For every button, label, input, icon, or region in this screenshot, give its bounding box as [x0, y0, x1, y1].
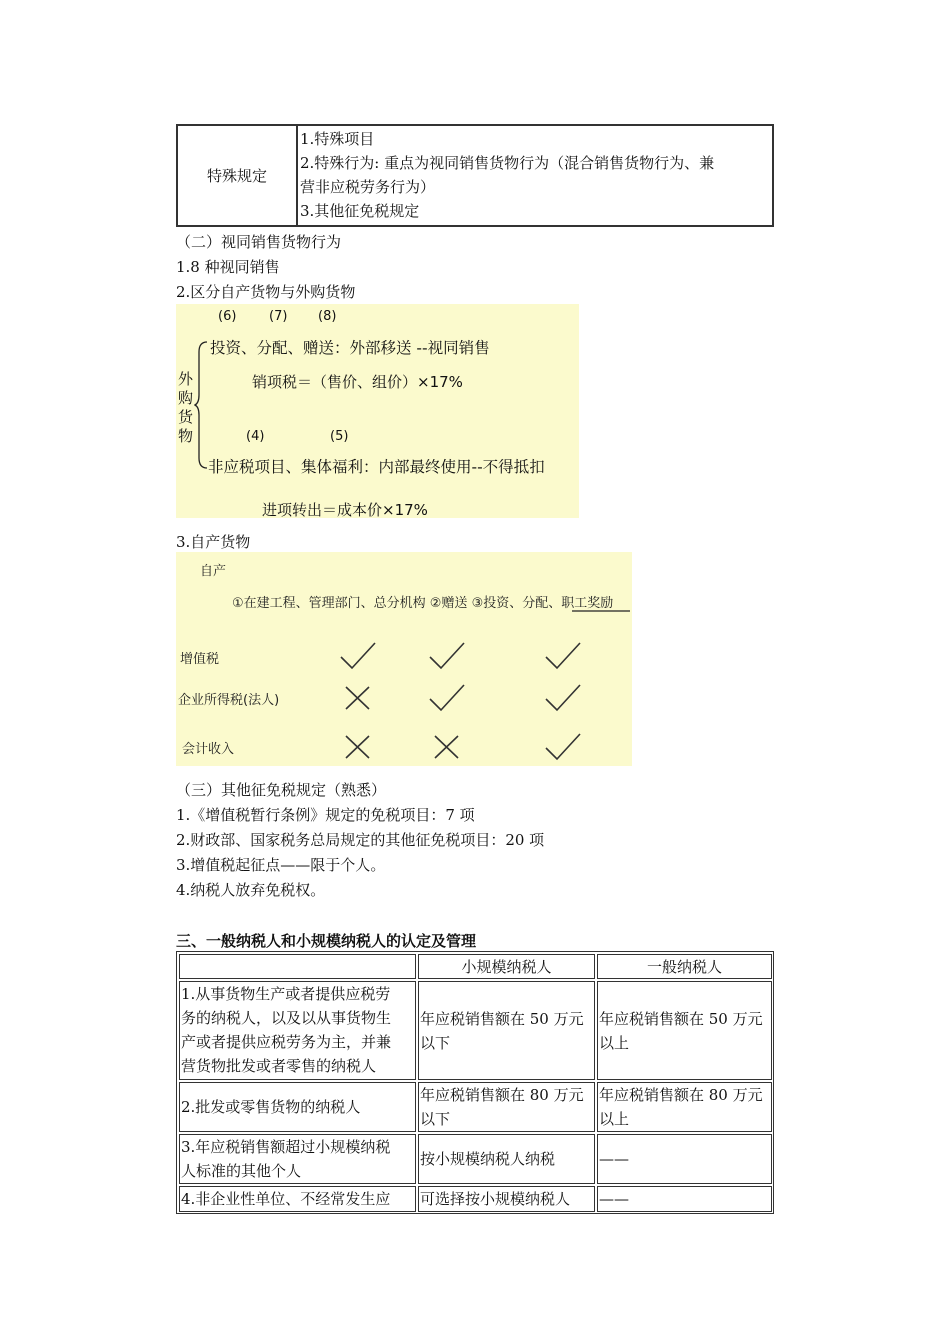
section-title: 三、一般纳税人和小规模纳税人的认定及管理	[176, 932, 477, 950]
marker-8: (8)	[318, 309, 337, 324]
table-row-desc: 1.从事货物生产或者提供应税劳 务的纳税人，以及以从事货物生 产或者提供应税劳务为主，并兼 营货物批发或者零售的纳税人	[179, 981, 416, 1080]
check-icon	[427, 640, 467, 672]
table-row-desc: 4.非企业性单位、不经常发生应	[179, 1186, 416, 1212]
text-line: 3.增值税起征点——限于个人。	[176, 856, 386, 874]
marker-4: (4)	[246, 429, 265, 444]
table-cell-small: 按小规模纳税人纳税	[418, 1134, 595, 1184]
special-rules-items	[300, 127, 770, 223]
check-icon	[338, 640, 378, 672]
cross-icon	[338, 731, 378, 763]
special-item: 3.其他征免税规定	[300, 202, 420, 220]
text-line: 3.自产货物	[176, 533, 251, 551]
row-label-accounting: 会计收入	[182, 742, 235, 757]
special-item: 营非应税劳务行为）	[300, 178, 436, 196]
header-empty	[179, 954, 416, 979]
table-row-desc: 3.年应税销售额超过小规模纳税 人标准的其他个人	[179, 1134, 416, 1184]
table-cell-general: ——	[597, 1134, 772, 1184]
text-line: 2.财政部、国家税务总局规定的其他征免税项目：20 项	[176, 831, 545, 849]
cross-icon	[338, 682, 378, 714]
text-line: 2.区分自产货物与外购货物	[176, 283, 356, 301]
check-icon	[543, 682, 583, 714]
check-icon	[543, 731, 583, 763]
text-line: 1.8 种视同销售	[176, 258, 280, 276]
subheading-deemed-sales: （二）视同销售货物行为	[176, 233, 342, 251]
check-icon	[543, 640, 583, 672]
table-cell-general: 年应税销售额在 50 万元 以上	[597, 981, 772, 1080]
output-tax-formula: 销项税＝（售价、组价）×17%	[252, 373, 463, 391]
special-item: 2.特殊行为: 重点为视同销售货物行为（混合销售货物行为、兼	[300, 154, 715, 172]
subheading-other-exemptions: （三）其他征免税规定（熟悉）	[176, 781, 387, 799]
text-line: 4.纳税人放弃免税权。	[176, 881, 326, 899]
internal-use-row: 非应税项目、集体福利：内部最终使用--不得抵扣	[208, 458, 545, 476]
special-rules-table	[176, 124, 774, 227]
table-cell-general: ——	[597, 1186, 772, 1212]
table-row-desc: 2.批发或零售货物的纳税人	[179, 1082, 416, 1132]
taxpayer-classification-table	[176, 951, 774, 1214]
check-icon	[427, 682, 467, 714]
marker-6: (6)	[218, 309, 237, 324]
cross-icon	[427, 731, 467, 763]
outbound-transfer-row: 投资、分配、赠送：外部移送 --视同销售	[210, 339, 490, 357]
text-line: 1.《增值税暂行条例》规定的免税项目：7 项	[176, 806, 475, 824]
table-cell-small: 年应税销售额在 50 万元 以下	[418, 981, 595, 1080]
table-cell-general: 年应税销售额在 80 万元 以上	[597, 1082, 772, 1132]
input-transfer-formula: 进项转出＝成本价×17%	[262, 501, 428, 519]
purchased-goods-diagram	[176, 304, 579, 518]
marker-7: (7)	[269, 309, 288, 324]
header-underline	[572, 610, 630, 613]
self-produced-goods-diagram	[176, 552, 632, 766]
self-produced-header: ①在建工程、管理部门、总分机构 ②赠送 ③投资、分配、职工奖励	[232, 596, 614, 611]
row-label-vat: 增值税	[180, 652, 220, 667]
header-small-scale: 小规模纳税人	[418, 954, 595, 979]
self-produced-title: 自产	[200, 564, 227, 579]
header-general: 一般纳税人	[597, 954, 772, 979]
brace-icon	[194, 340, 210, 470]
special-item: 1.特殊项目	[300, 130, 375, 148]
table-cell-small: 可选择按小规模纳税人	[418, 1186, 595, 1212]
special-rules-label: 特殊规定	[178, 126, 298, 225]
table-cell-small: 年应税销售额在 80 万元 以下	[418, 1082, 595, 1132]
purchased-goods-label: 外 购 货 物	[178, 370, 194, 445]
marker-5: (5)	[330, 429, 349, 444]
row-label-cit: 企业所得税(法人)	[178, 693, 280, 708]
